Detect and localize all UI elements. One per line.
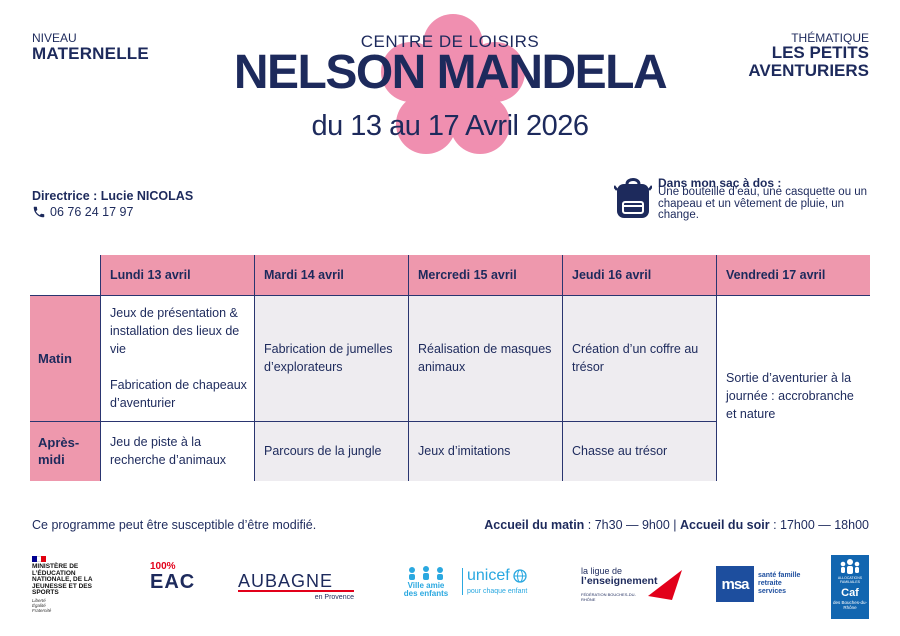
logo-ministere [32,556,102,613]
sac-title: Dans mon sac à dos : [658,176,782,190]
dates: du 13 au 17 Avril 2026 [311,110,589,142]
phone-number: 06 76 24 17 97 [50,205,134,219]
cell-apres-midi-jeudi: Chasse au trésor [562,421,716,481]
cell-matin-mercredi: Réalisation de masques animaux [408,295,562,421]
planning-table [30,255,870,481]
header-day-jeudi: Jeudi 16 avril [562,255,716,295]
header-day-lundi: Lundi 13 avril [100,255,254,295]
logo-msa [716,566,806,602]
french-flag-icon [32,556,46,562]
logo-caf [831,555,869,619]
grid-line [30,295,870,296]
cell-matin-lundi [100,295,254,421]
accueil-matin-label: Accueil du matin [484,518,585,532]
sac-text: Une bouteille d’eau, une casquette ou un chapeau et un vêtement de pluie, un change. [658,186,868,221]
cell-matin-jeudi: Création d’un coffre au trésor [562,295,716,421]
caf-top: ALLOCATIONS FAMILIALES [837,576,863,584]
centre-label: CENTRE DE LOISIRS [360,32,540,51]
cell-vendredi: Sortie d’aventurier à la journée : accrobranche et nature [716,295,870,481]
grid-line [100,255,101,481]
logo-ville-amie [396,566,456,598]
header-day-vendredi: Vendredi 17 avril [716,255,870,295]
eac-top: 100% [150,561,176,572]
accueil-matin-hours: : 7h30 — 9h00 | [584,518,680,532]
grid-line [254,255,255,481]
children-icon [404,566,448,580]
directrice: Directrice : Lucie NICOLAS [32,189,194,203]
thematique-value: LES PETITS AVENTURIERS [748,43,869,80]
logo-aubagne [238,572,356,601]
unicef-text: unicef [467,567,510,584]
niveau-label: NIVEAU [32,31,77,45]
cell-apres-midi-mercredi: Jeux d’imitations [408,421,562,481]
accueil-horaires [484,518,869,532]
cell-apres-midi-mardi: Parcours de la jungle [254,421,408,481]
row-header-apres-midi: Après-midi [30,421,100,481]
msa-text: santé famille retraite services [758,572,801,595]
grid-line [30,421,716,422]
disclaimer: Ce programme peut être susceptible d’être modifié. [32,518,317,532]
eac-main: EAC [150,571,196,593]
niveau-value: MATERNELLE [32,44,149,63]
globe-icon [513,569,527,583]
msa-mark: msa [716,566,754,602]
header-day-mardi: Mardi 14 avril [254,255,408,295]
unicef-sub: pour chaque enfant [467,588,528,595]
caf-family-icon [839,558,861,574]
thematique-label: THÉMATIQUE [791,31,869,45]
cell-apres-midi-lundi: Jeu de piste à la recherche d’animaux [100,421,254,481]
accueil-soir-hours: : 17h00 — 18h00 [769,518,869,532]
ligue-sub: FÉDÉRATION BOUCHES-DU-RHÔNE [581,592,636,602]
phone [32,205,133,219]
grid-line [408,255,409,481]
centre-name: NELSON MANDELA [233,46,667,99]
grid-line [716,255,717,481]
ministere-devise: Liberté Égalité Fraternité [32,597,52,613]
caf-sub: des Bouches-du-Rhône [832,600,868,610]
activity-text: Fabrication de chapeaux d’aventurier [110,378,247,410]
cell-matin-mardi: Fabrication de jumelles d’explorateurs [254,295,408,421]
row-header-matin: Matin [30,295,100,421]
ligue-text-2: l’enseignement [581,575,658,587]
phone-icon [32,205,46,219]
logo-unicef [462,568,542,595]
logo-ligue [581,566,686,606]
logo-eac [150,561,196,593]
header-day-mercredi: Mercredi 15 avril [408,255,562,295]
caf-text: Caf [841,587,859,599]
grid-line [562,255,563,481]
ligue-text-1: la ligue de [581,566,623,576]
aubagne-sub: en Provence [314,594,354,601]
activity-text: Jeux de présentation & installation des lieux de vie [110,306,240,356]
aubagne-text: AUBAGNE [238,572,354,592]
ministere-text: MINISTÈRE DE L’ÉDUCATION NATIONALE, DE LA JEUNESSE ET DES SPORTS [32,563,93,596]
accueil-soir-label: Accueil du soir [680,518,770,532]
ville-amie-text: Ville amie des enfants [403,581,449,598]
backpack-icon [614,176,652,220]
